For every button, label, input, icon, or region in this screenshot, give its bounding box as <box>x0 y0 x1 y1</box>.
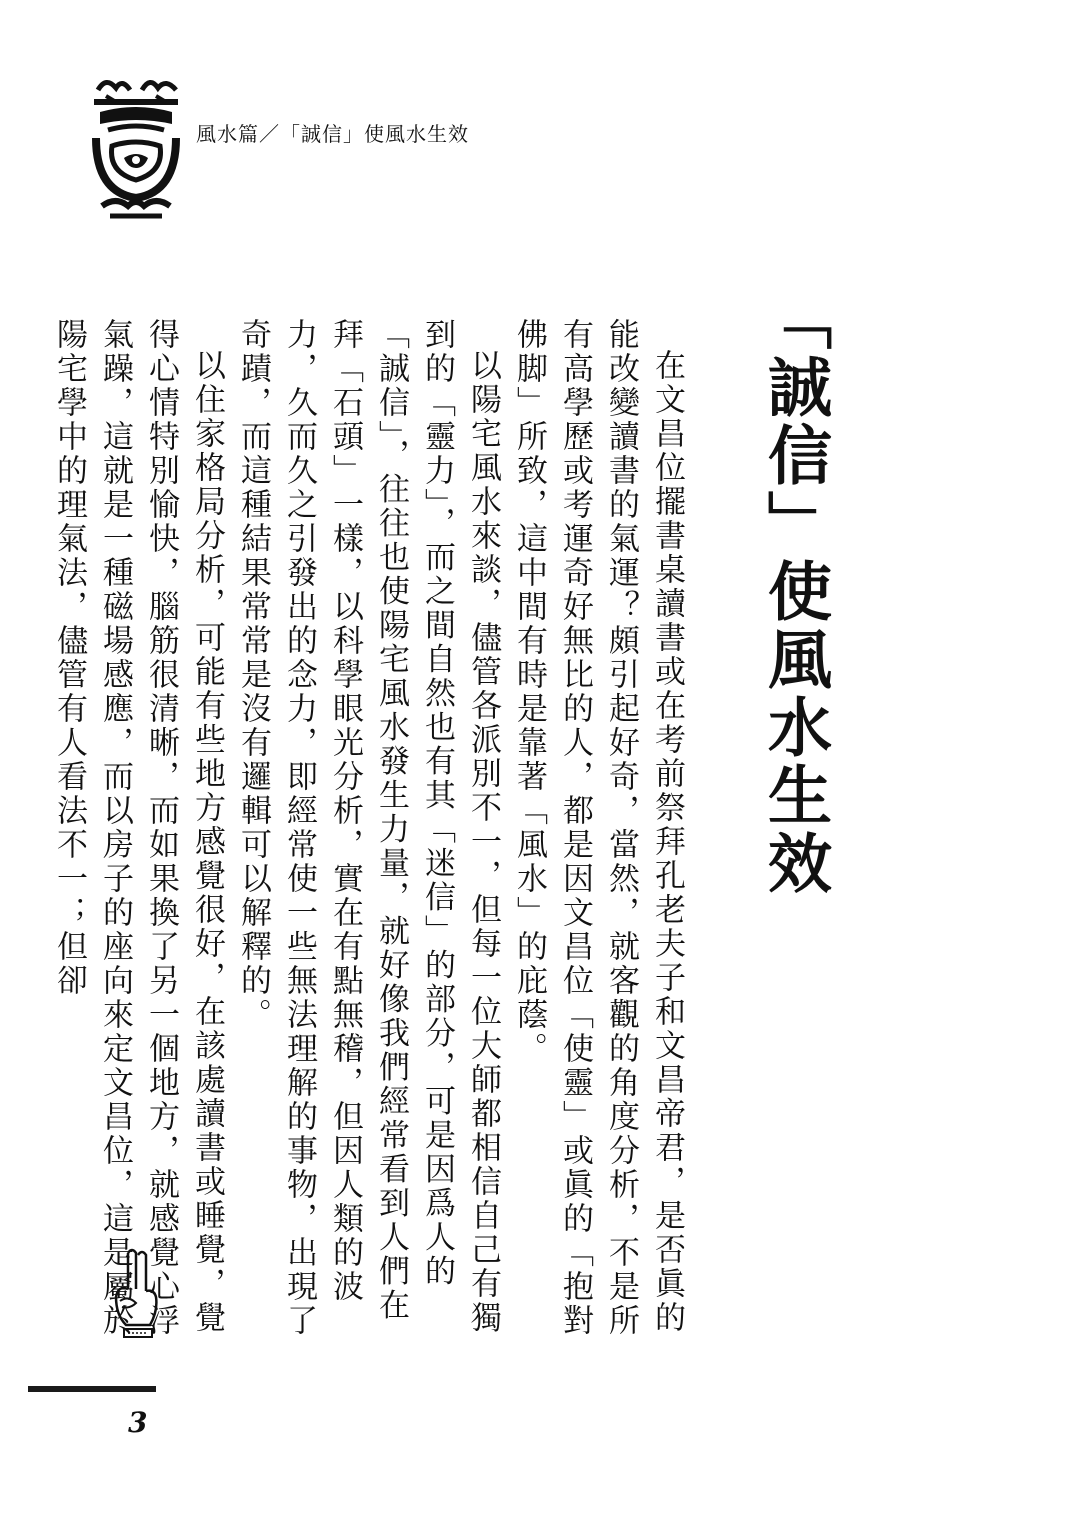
paragraph: 以住家格局分析，可能有些地方感覺很好，在該處讀書或睡覺，覺得心情特別愉快，腦筋很清晰，而如果換了另一個地方，就感覺心浮氣躁，這就是一種磁場感應，而以房子的座向來定文昌位，這是屬於陽宅學中的理氣法，儘管有人看法不一；但卻 <box>51 318 225 1338</box>
seal-logo-icon <box>86 72 186 222</box>
hand-gesture-icon <box>108 1245 166 1345</box>
article-title: 「誠信」使風水生效 <box>757 286 832 898</box>
article-body <box>51 318 690 1348</box>
paragraph: 在文昌位擺書桌讀書或在考前祭拜孔老夫子和文昌帝君，是否眞的能改變讀書的氣運？頗引起好奇，當然，就客觀的角度分析，不是所有高學歷或考運奇好無比的人，都是因文昌位「使靈」或眞的「抱對佛脚」所致，這中間有時是靠著「風水」的庇蔭。 <box>511 318 685 1338</box>
running-header: 風水篇／「誠信」使風水生效 <box>196 122 469 146</box>
page-number: 3 <box>128 1406 148 1439</box>
footer-rule <box>28 1386 156 1392</box>
paragraph: 以陽宅風水來談，儘管各派別不一，但每一位大師都相信自己有獨到的「靈力」，而之間自然也有其「迷信」的部分，可是因爲人的「誠信」，往往也使陽宅風水發生力量，就好像我們經常看到人們在拜「石頭」一樣，以科學眼光分析，實在有點無稽，但因人類的波力，久而久之引發出的念力，即經常使一些無法理解的事物，出現了奇蹟，而這種結果常常是沒有邏輯可以解釋的。 <box>235 318 501 1338</box>
